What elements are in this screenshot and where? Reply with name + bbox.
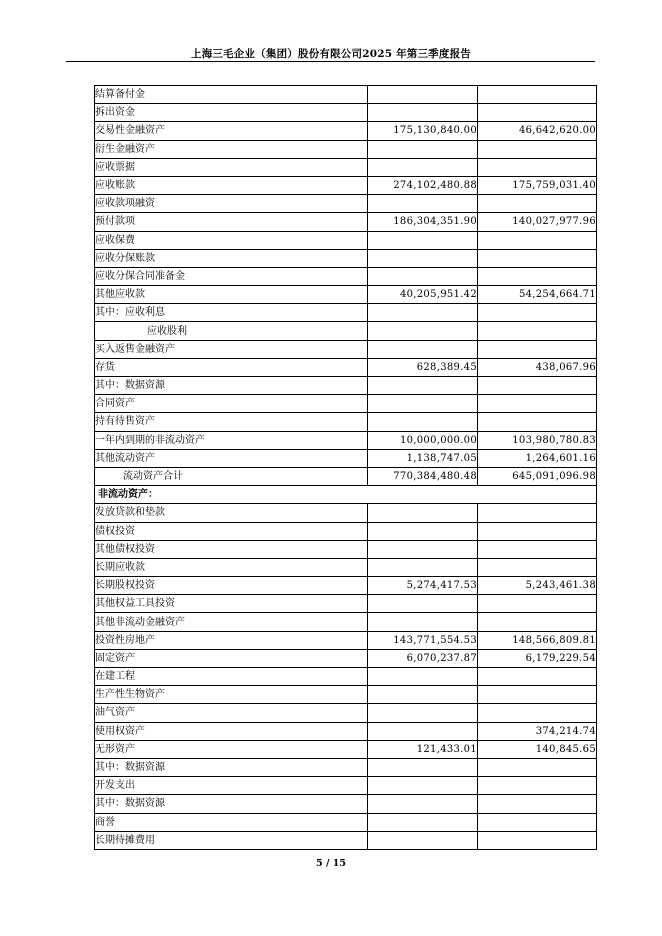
prior-period-value: 5,243,461.38 bbox=[478, 577, 597, 595]
row-label: 合同资产 bbox=[95, 395, 368, 413]
current-period-value: 186,304,351.90 bbox=[368, 213, 478, 231]
prior-period-value bbox=[478, 322, 597, 340]
prior-period-value bbox=[478, 668, 597, 686]
table-row bbox=[95, 813, 597, 831]
table-row bbox=[95, 122, 597, 140]
prior-period-value: 46,642,620.00 bbox=[478, 122, 597, 140]
prior-period-value bbox=[478, 140, 597, 158]
current-period-value: 6,070,237.87 bbox=[368, 649, 478, 667]
current-period-value bbox=[368, 813, 478, 831]
row-label: 衍生金融资产 bbox=[95, 140, 368, 158]
table-row bbox=[95, 831, 597, 849]
table-row bbox=[95, 631, 597, 649]
row-label: 预付款项 bbox=[95, 213, 368, 231]
row-label: 其中：应收利息 bbox=[95, 304, 368, 322]
current-period-value bbox=[368, 777, 478, 795]
row-label: 应收分保合同准备金 bbox=[95, 267, 368, 285]
current-period-value bbox=[368, 758, 478, 776]
prior-period-value bbox=[478, 377, 597, 395]
table-row bbox=[95, 86, 597, 104]
row-label: 买入返售金融资产 bbox=[95, 340, 368, 358]
table-row bbox=[95, 231, 597, 249]
row-label: 生产性生物资产 bbox=[95, 686, 368, 704]
table-row bbox=[95, 340, 597, 358]
row-label: 其他非流动金融资产 bbox=[95, 613, 368, 631]
row-label: 长期应收款 bbox=[95, 558, 368, 576]
prior-period-value bbox=[478, 795, 597, 813]
balance-sheet-body bbox=[95, 86, 597, 850]
current-period-value: 5,274,417.53 bbox=[368, 577, 478, 595]
report-header-title: 上海三毛企业（集团）股份有限公司2025 年第三季度报告 bbox=[191, 48, 471, 60]
prior-period-value bbox=[478, 831, 597, 849]
current-period-value bbox=[368, 104, 478, 122]
row-label: 固定资产 bbox=[95, 649, 368, 667]
table-row bbox=[95, 304, 597, 322]
table-row bbox=[95, 140, 597, 158]
table-row bbox=[95, 267, 597, 285]
table-row bbox=[95, 249, 597, 267]
row-label: 其中：数据资源 bbox=[95, 795, 368, 813]
prior-period-value bbox=[478, 158, 597, 176]
prior-period-value bbox=[478, 813, 597, 831]
prior-period-value bbox=[478, 558, 597, 576]
current-period-value bbox=[368, 668, 478, 686]
prior-period-value: 645,091,096.98 bbox=[478, 467, 597, 485]
current-period-value bbox=[368, 195, 478, 213]
row-label: 交易性金融资产 bbox=[95, 122, 368, 140]
row-label: 拆出资金 bbox=[95, 104, 368, 122]
table-row bbox=[95, 104, 597, 122]
table-row bbox=[95, 686, 597, 704]
table-row bbox=[95, 540, 597, 558]
prior-period-value: 140,027,977.96 bbox=[478, 213, 597, 231]
balance-sheet-table bbox=[94, 85, 597, 850]
current-period-value bbox=[368, 704, 478, 722]
table-row bbox=[95, 486, 597, 504]
table-row bbox=[95, 558, 597, 576]
current-period-value bbox=[368, 504, 478, 522]
current-period-value bbox=[368, 377, 478, 395]
current-period-value bbox=[368, 540, 478, 558]
row-label: 无形资产 bbox=[95, 740, 368, 758]
prior-period-value bbox=[478, 686, 597, 704]
row-label: 投资性房地产 bbox=[95, 631, 368, 649]
table-row bbox=[95, 158, 597, 176]
table-row bbox=[95, 176, 597, 194]
current-period-value bbox=[368, 395, 478, 413]
current-period-value bbox=[368, 722, 478, 740]
prior-period-value bbox=[478, 413, 597, 431]
row-label: 其他应收款 bbox=[95, 286, 368, 304]
current-period-value bbox=[368, 231, 478, 249]
row-label: 其他权益工具投资 bbox=[95, 595, 368, 613]
prior-period-value bbox=[478, 304, 597, 322]
table-row bbox=[95, 704, 597, 722]
prior-period-value bbox=[478, 231, 597, 249]
prior-period-value bbox=[478, 267, 597, 285]
row-label: 应收分保账款 bbox=[95, 249, 368, 267]
prior-period-value: 140,845.65 bbox=[478, 740, 597, 758]
prior-period-value bbox=[478, 777, 597, 795]
table-row bbox=[95, 740, 597, 758]
table-row bbox=[95, 358, 597, 376]
prior-period-value bbox=[478, 522, 597, 540]
current-period-value bbox=[368, 340, 478, 358]
current-period-value: 274,102,480.88 bbox=[368, 176, 478, 194]
prior-period-value bbox=[478, 595, 597, 613]
prior-period-value: 148,566,809.81 bbox=[478, 631, 597, 649]
table-row bbox=[95, 322, 597, 340]
current-period-value bbox=[368, 558, 478, 576]
header-divider bbox=[66, 61, 595, 62]
current-period-value bbox=[368, 304, 478, 322]
current-period-value bbox=[368, 413, 478, 431]
table-row bbox=[95, 577, 597, 595]
table-row bbox=[95, 758, 597, 776]
row-label: 持有待售资产 bbox=[95, 413, 368, 431]
prior-period-value: 175,759,031.40 bbox=[478, 176, 597, 194]
current-period-value bbox=[368, 140, 478, 158]
row-label: 债权投资 bbox=[95, 522, 368, 540]
row-label: 长期股权投资 bbox=[95, 577, 368, 595]
current-period-value: 121,433.01 bbox=[368, 740, 478, 758]
row-label: 应收股利 bbox=[95, 322, 368, 340]
table-row bbox=[95, 504, 597, 522]
row-label: 一年内到期的非流动资产 bbox=[95, 431, 368, 449]
table-row bbox=[95, 413, 597, 431]
table-row bbox=[95, 668, 597, 686]
prior-period-value bbox=[478, 704, 597, 722]
table-row bbox=[95, 467, 597, 485]
prior-period-value bbox=[478, 249, 597, 267]
current-period-value: 175,130,840.00 bbox=[368, 122, 478, 140]
prior-period-value: 54,254,664.71 bbox=[478, 286, 597, 304]
prior-period-value: 6,179,229.54 bbox=[478, 649, 597, 667]
prior-period-value bbox=[478, 395, 597, 413]
row-label: 油气资产 bbox=[95, 704, 368, 722]
row-label: 应收账款 bbox=[95, 176, 368, 194]
row-label: 应收票据 bbox=[95, 158, 368, 176]
row-label: 使用权资产 bbox=[95, 722, 368, 740]
row-label: 其中：数据资源 bbox=[95, 377, 368, 395]
table-row bbox=[95, 449, 597, 467]
prior-period-value bbox=[478, 104, 597, 122]
row-label: 其他债权投资 bbox=[95, 540, 368, 558]
table-row bbox=[95, 649, 597, 667]
current-period-value: 143,771,554.53 bbox=[368, 631, 478, 649]
table-row bbox=[95, 395, 597, 413]
table-row bbox=[95, 777, 597, 795]
prior-period-value bbox=[478, 340, 597, 358]
table-row bbox=[95, 195, 597, 213]
row-label: 发放贷款和垫款 bbox=[95, 504, 368, 522]
prior-period-value bbox=[478, 540, 597, 558]
section-heading: 非流动资产： bbox=[95, 486, 597, 504]
current-period-value bbox=[368, 522, 478, 540]
row-label: 开发支出 bbox=[95, 777, 368, 795]
row-label: 商誉 bbox=[95, 813, 368, 831]
table-row bbox=[95, 613, 597, 631]
table-row bbox=[95, 722, 597, 740]
table-row bbox=[95, 795, 597, 813]
current-period-value bbox=[368, 686, 478, 704]
table-row bbox=[95, 377, 597, 395]
current-period-value bbox=[368, 86, 478, 104]
row-label: 其中：数据资源 bbox=[95, 758, 368, 776]
current-period-value: 1,138,747.05 bbox=[368, 449, 478, 467]
table-row bbox=[95, 213, 597, 231]
prior-period-value: 1,264,601.16 bbox=[478, 449, 597, 467]
row-label: 存货 bbox=[95, 358, 368, 376]
row-label: 其他流动资产 bbox=[95, 449, 368, 467]
table-row bbox=[95, 286, 597, 304]
prior-period-value bbox=[478, 86, 597, 104]
table-row bbox=[95, 522, 597, 540]
page-number: 5 / 15 bbox=[316, 858, 346, 869]
current-period-value bbox=[368, 249, 478, 267]
current-period-value bbox=[368, 322, 478, 340]
row-label: 应收款项融资 bbox=[95, 195, 368, 213]
row-label: 流动资产合计 bbox=[95, 467, 368, 485]
current-period-value bbox=[368, 613, 478, 631]
table-row bbox=[95, 431, 597, 449]
current-period-value bbox=[368, 158, 478, 176]
table-row bbox=[95, 595, 597, 613]
prior-period-value: 374,214.74 bbox=[478, 722, 597, 740]
current-period-value bbox=[368, 795, 478, 813]
prior-period-value bbox=[478, 613, 597, 631]
row-label: 应收保费 bbox=[95, 231, 368, 249]
row-label: 长期待摊费用 bbox=[95, 831, 368, 849]
row-label: 结算备付金 bbox=[95, 86, 368, 104]
prior-period-value bbox=[478, 195, 597, 213]
prior-period-value: 438,067.96 bbox=[478, 358, 597, 376]
current-period-value: 770,384,480.48 bbox=[368, 467, 478, 485]
prior-period-value: 103,980,780.83 bbox=[478, 431, 597, 449]
current-period-value bbox=[368, 831, 478, 849]
current-period-value: 628,389.45 bbox=[368, 358, 478, 376]
current-period-value: 10,000,000.00 bbox=[368, 431, 478, 449]
current-period-value bbox=[368, 595, 478, 613]
prior-period-value bbox=[478, 504, 597, 522]
row-label: 在建工程 bbox=[95, 668, 368, 686]
current-period-value: 40,205,951.42 bbox=[368, 286, 478, 304]
prior-period-value bbox=[478, 758, 597, 776]
current-period-value bbox=[368, 267, 478, 285]
